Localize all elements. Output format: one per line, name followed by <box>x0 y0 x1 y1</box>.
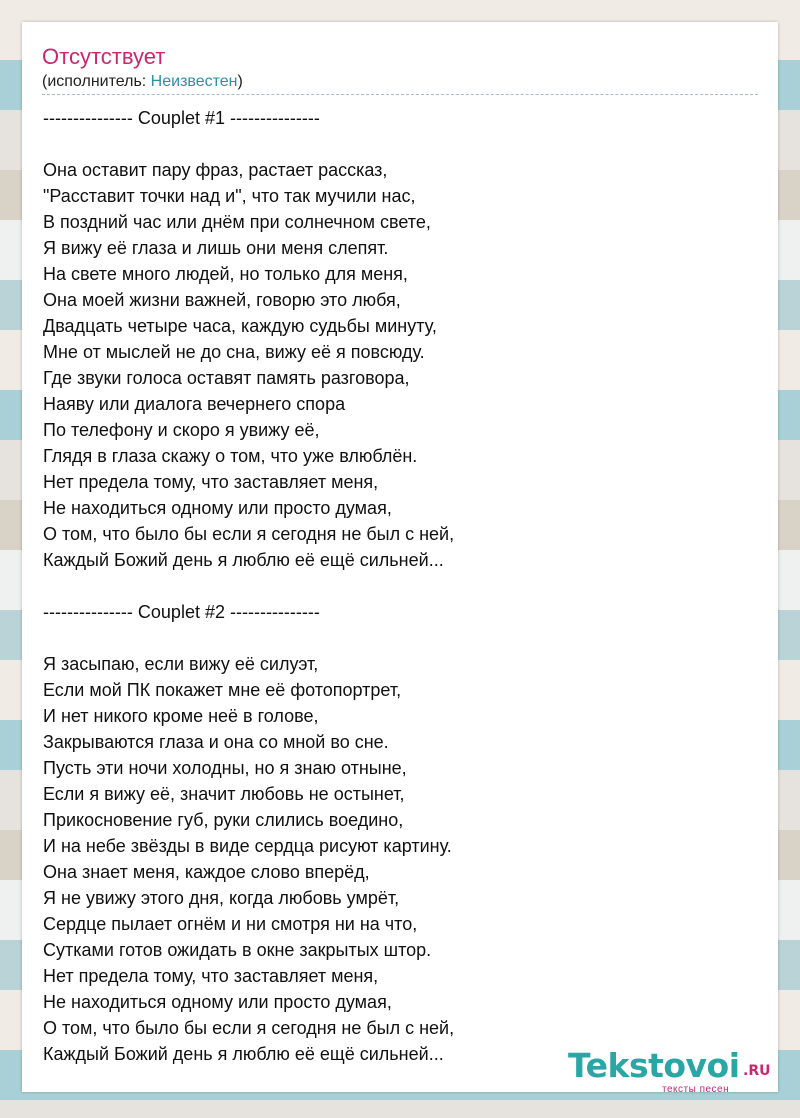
lyric-line: Двадцать четыре часа, каждую судьбы минуту, <box>43 316 437 336</box>
lyric-line: Она моей жизни важней, говорю это любя, <box>43 290 401 310</box>
lyric-line: "Расставит точки над и", что так мучили нас, <box>43 186 416 206</box>
lyric-line: Сердце пылает огнём и ни смотря ни на что, <box>43 914 418 934</box>
blank-line <box>43 625 758 651</box>
logo-brand: Tekstovoi <box>568 1046 740 1085</box>
lyric-line: Не находиться одному или просто думая, <box>43 992 392 1012</box>
lyric-line: Где звуки голоса оставят память разговора, <box>43 368 410 388</box>
lyric-line: По телефону и скоро я увижу её, <box>43 420 320 440</box>
lyric-line: И на небе звёзды в виде сердца рисуют картину. <box>43 836 452 856</box>
blank-line <box>43 131 758 157</box>
lyric-line: Если я вижу её, значит любовь не остынет, <box>43 784 405 804</box>
logo-tld: .RU <box>743 1063 771 1079</box>
lyric-line: Закрываются глаза и она со мной во сне. <box>43 732 389 752</box>
logo-tagline: тексты песен <box>662 1084 730 1095</box>
lyric-line: Наяву или диалога вечернего спора <box>43 394 346 414</box>
artist-line <box>42 71 243 93</box>
lyric-line: Каждый Божий день я люблю её ещё сильней... <box>43 550 444 570</box>
lyric-line: Она оставит пару фраз, растает рассказ, <box>43 160 388 180</box>
lyric-line: Сутками готов ожидать в окне закрытых штор. <box>43 940 432 960</box>
couplet-heading: --------------- Couplet #2 --------------- <box>43 602 320 622</box>
lyric-line: Прикосновение губ, руки слились воедино, <box>43 810 404 830</box>
blank-line <box>43 573 758 599</box>
lyric-line: Не находиться одному или просто думая, <box>43 498 392 518</box>
lyric-line: И нет никого кроме неё в голове, <box>43 706 319 726</box>
artist-suffix: ) <box>237 73 243 90</box>
lyric-line: Мне от мыслей не до сна, вижу её я повсюду. <box>43 342 425 362</box>
lyric-line: Пусть эти ночи холодны, но я знаю отныне, <box>43 758 407 778</box>
song-title: Отсутствует <box>42 44 166 69</box>
lyric-line: На свете много людей, но только для меня, <box>43 264 408 284</box>
lyric-line: Каждый Божий день я люблю её ещё сильней... <box>43 1044 444 1064</box>
artist-prefix: (исполнитель: <box>42 73 151 90</box>
couplet-heading: --------------- Couplet #1 --------------- <box>43 108 320 128</box>
lyric-line: Я не увижу этого дня, когда любовь умрёт, <box>43 888 400 908</box>
lyrics-sheet <box>22 22 778 1095</box>
lyric-line: Глядя в глаза скажу о том, что уже влюблён. <box>43 446 418 466</box>
header-divider <box>42 94 758 95</box>
lyrics-body <box>43 105 758 1067</box>
lyric-line: О том, что было бы если я сегодня не был с ней, <box>43 524 455 544</box>
lyric-line: Если мой ПК покажет мне её фотопортрет, <box>43 680 402 700</box>
lyric-line: Я засыпаю, если вижу её силуэт, <box>43 654 319 674</box>
lyric-line: Она знает меня, каждое слово вперёд, <box>43 862 370 882</box>
site-logo[interactable] <box>568 1046 774 1095</box>
lyric-line: О том, что было бы если я сегодня не был с ней, <box>43 1018 455 1038</box>
lyric-line: Нет предела тому, что заставляет меня, <box>43 966 379 986</box>
artist-link[interactable]: Неизвестен <box>150 73 238 90</box>
lyric-line: В поздний час или днём при солнечном свете, <box>43 212 431 232</box>
lyric-line: Нет предела тому, что заставляет меня, <box>43 472 379 492</box>
lyric-line: Я вижу её глаза и лишь они меня слепят. <box>43 238 389 258</box>
